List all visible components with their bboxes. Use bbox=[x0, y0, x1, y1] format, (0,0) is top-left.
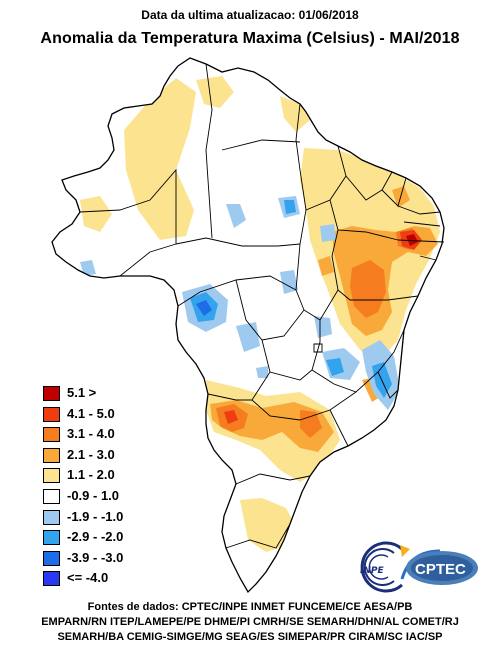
cptec-logo bbox=[402, 551, 478, 585]
legend-swatch bbox=[43, 407, 60, 422]
legend-label: -1.9 - -1.0 bbox=[67, 508, 124, 524]
legend-swatch bbox=[43, 468, 60, 483]
legend-item bbox=[43, 448, 183, 464]
legend-item bbox=[43, 530, 183, 546]
legend-item bbox=[43, 551, 183, 567]
legend-swatch bbox=[43, 448, 60, 463]
legend-label: -3.9 - -3.0 bbox=[67, 549, 124, 565]
update-date: Data da ultima atualizacao: 01/06/2018 bbox=[141, 8, 359, 22]
legend-label: 4.1 - 5.0 bbox=[67, 405, 115, 421]
legend-item bbox=[43, 571, 183, 587]
sources-line: SEMARH/BA CEMIG-SIMGE/MG SEAG/ES SIMEPAR/PR CIRAM/SC IAC/SP bbox=[57, 631, 443, 643]
sources-line: EMPARN/RN ITEP/LAMEPE/PE DHME/PI CMRH/SE SEMARH/DHN/AL COMET/RJ bbox=[41, 616, 459, 628]
legend-swatch bbox=[43, 551, 60, 566]
legend-label: -2.9 - -2.0 bbox=[67, 529, 124, 545]
sources-line: Fontes de dados: CPTEC/INPE INMET FUNCEME/CE AESA/PB bbox=[87, 601, 413, 613]
legend-swatch bbox=[43, 571, 60, 586]
inpe-cptec-logo bbox=[344, 535, 484, 595]
legend-swatch bbox=[43, 386, 60, 401]
legend-label: 2.1 - 3.0 bbox=[67, 446, 115, 462]
legend-item bbox=[43, 489, 183, 505]
legend-swatch bbox=[43, 427, 60, 442]
legend-swatch bbox=[43, 530, 60, 545]
institution-logos bbox=[344, 535, 484, 595]
legend-item bbox=[43, 427, 183, 443]
legend-label: <= -4.0 bbox=[67, 570, 109, 586]
legend-item bbox=[43, 510, 183, 526]
legend-item bbox=[43, 386, 183, 402]
legend-item bbox=[43, 407, 183, 423]
legend-swatch bbox=[43, 489, 60, 504]
map-title: Anomalia da Temperatura Maxima (Celsius) - MAI/2018 bbox=[40, 30, 460, 47]
legend-label: 3.1 - 4.0 bbox=[67, 426, 115, 442]
legend-label: 5.1 > bbox=[67, 385, 97, 400]
inpe-logo bbox=[360, 543, 410, 591]
legend-label: 1.1 - 2.0 bbox=[67, 467, 115, 483]
legend-label: -0.9 - 1.0 bbox=[67, 488, 120, 503]
data-sources bbox=[0, 600, 500, 645]
legend-item bbox=[43, 468, 183, 484]
cptec-logo-text: CPTEC bbox=[415, 561, 466, 578]
legend-swatch bbox=[43, 510, 60, 525]
inpe-logo-text: INPE bbox=[360, 566, 384, 576]
